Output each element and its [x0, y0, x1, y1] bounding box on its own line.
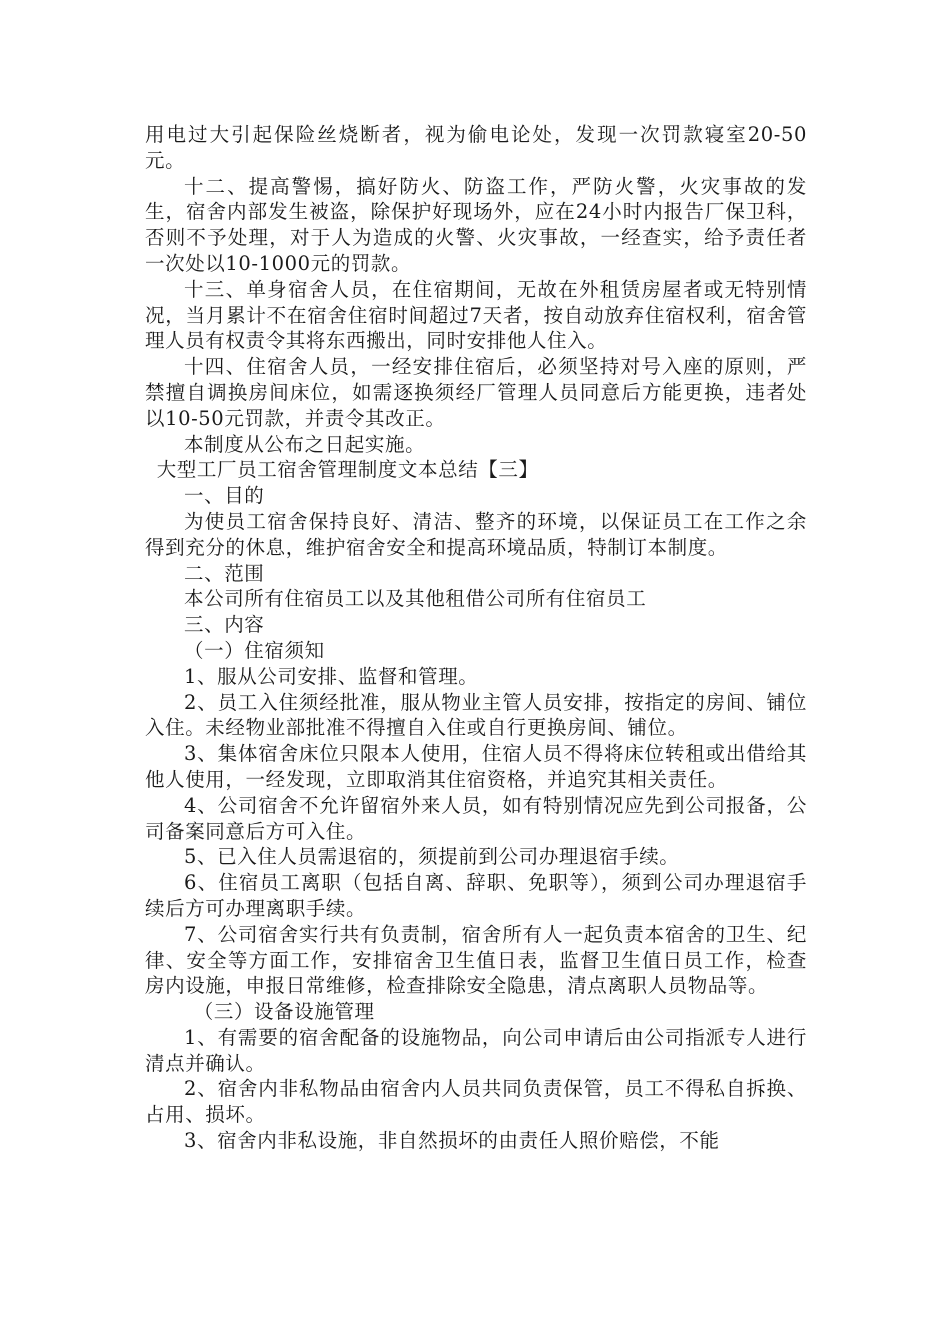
paragraph: 本制度从公布之日起实施。 — [184, 432, 426, 456]
paragraph: 为使员工宿舍保持良好、清洁、整齐的环境，以保证员工在工作之余得到充分的休息，维护宿舍安全和提高环境品质，特制订本制度。 — [145, 509, 807, 559]
subheading: （三）设备设施管理 — [193, 1000, 375, 1024]
list-item: 2、宿舍内非私物品由宿舍内人员共同负责保管，员工不得私自拆换、占用、损坏。 — [145, 1077, 807, 1127]
list-item: 3、集体宿舍床位只限本人使用，住宿人员不得将床位转租或出借给其他人使用，一经发现，立即取消其住宿资格，并追究其相关责任。 — [145, 742, 807, 791]
heading: 三、内容 — [184, 613, 265, 637]
heading: 一、目的 — [184, 484, 265, 508]
paragraph: 用电过大引起保险丝烧断者，视为偷电论处，发现一次罚款寝室20-50元。 — [145, 123, 807, 172]
section-title: 大型工厂员工宿舍管理制度文本总结【三】 — [156, 458, 539, 482]
list-item: 1、有需要的宿舍配备的设施物品，向公司申请后由公司指派专人进行清点并确认。 — [145, 1025, 807, 1075]
heading: 二、范围 — [184, 561, 265, 585]
list-item: 7、公司宿舍实行共有负责制，宿舍所有人一起负责本宿舍的卫生、纪律、安全等方面工作，安排宿舍卫生值日表，监督卫生值日员工作，检查房内设施，申报日常维修，检查排除安全隐患，清点离职人员物品等。 — [145, 922, 807, 998]
paragraph: 十二、提高警惕，搞好防火、防盗工作，严防火警，火灾事故的发生，宿舍内部发生被盗，除保护好现场外，应在24小时内报告厂保卫科，否则不予处理，对于人为造成的火警、火灾事故，一经查实，给予责任者一次处以10-1000元的罚款。 — [145, 174, 807, 275]
paragraph: 十四、住宿舍人员，一经安排住宿后，必须坚持对号入座的原则，严禁擅自调换房间床位，如需逐换须经厂管理人员同意后方能更换，违者处以10-50元罚款，并责令其改正。 — [145, 355, 807, 430]
paragraph: 本公司所有住宿员工以及其他租借公司所有住宿员工 — [184, 587, 647, 611]
list-item: 2、员工入住须经批准，服从物业主管人员安排，按指定的房间、铺位入住。未经物业部批准不得擅自入住或自行更换房间、铺位。 — [145, 690, 807, 740]
subheading: （一）住宿须知 — [184, 638, 325, 662]
list-item: 4、公司宿舍不允许留宿外来人员，如有特别情况应先到公司报备，公司备案同意后方可入住。 — [145, 793, 807, 843]
list-item: 1、服从公司安排、监督和管理。 — [184, 664, 479, 688]
list-item: 5、已入住人员需退宿的，须提前到公司办理退宿手续。 — [184, 845, 680, 869]
paragraph: 十三、单身宿舍人员，在住宿期间，无故在外租赁房屋者或无特别情况，当月累计不在宿舍住宿时间超过7天者，按自动放弃住宿权利，宿舍管理人员有权责令其将东西搬出，同时安排他人住入。 — [145, 277, 807, 353]
list-item: 3、宿舍内非私设施，非自然损坏的由责任人照价赔偿，不能 — [184, 1129, 720, 1153]
list-item: 6、住宿员工离职（包括自离、辞职、免职等），须到公司办理退宿手续后方可办理离职手续。 — [145, 871, 807, 920]
document-body — [145, 122, 807, 1154]
